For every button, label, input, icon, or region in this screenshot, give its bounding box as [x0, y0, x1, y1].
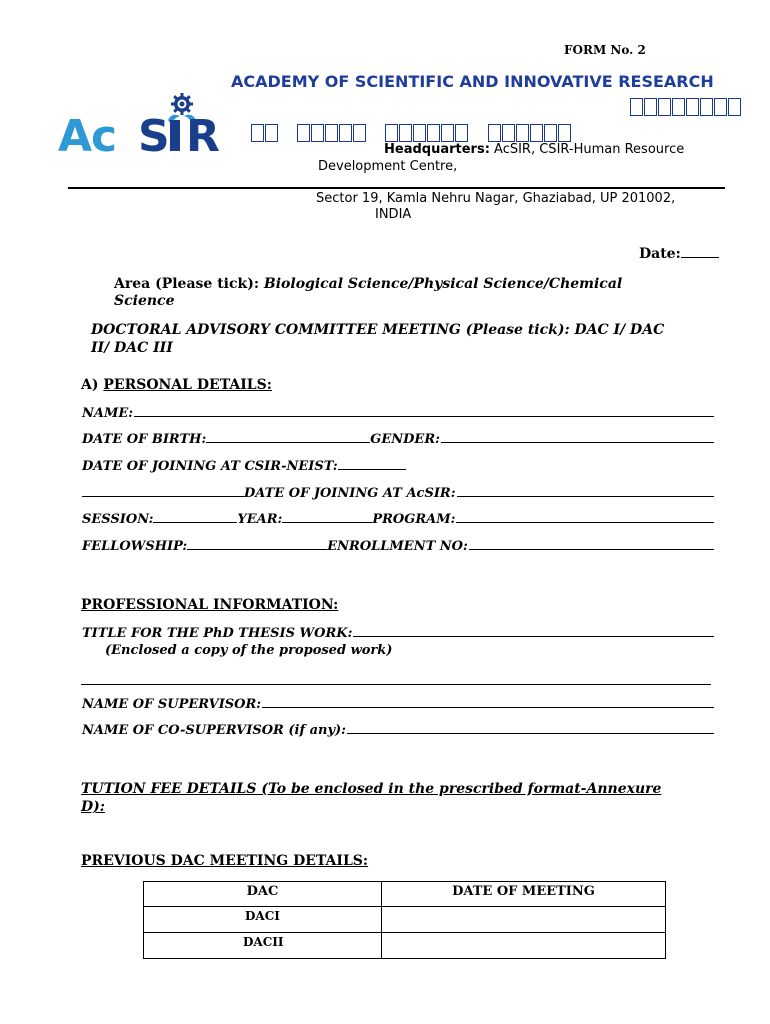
area-options[interactable]: Biological Science/Physical Science/Chemical [263, 276, 623, 292]
tuition-heading-cont: D): [81, 799, 105, 815]
thesis-title-field[interactable]: TITLE FOR THE PhD THESIS WORK: [82, 626, 714, 641]
dac-meeting-select-cont[interactable]: II/ DAC III [91, 340, 173, 356]
header-divider [68, 187, 725, 189]
date-field[interactable] [639, 246, 719, 262]
area-label: Area (Please tick): [114, 276, 264, 292]
address-line-1: Sector 19, Kamla Nehru Nagar, Ghaziabad, UP 201002, [316, 191, 676, 206]
thesis-note: (Enclosed a copy of the proposed work) [105, 643, 393, 658]
previous-dac-heading: PREVIOUS DAC MEETING DETAILS: [81, 853, 369, 869]
dob-gender-row[interactable]: DATE OF BIRTH: GENDER: [82, 432, 714, 447]
svg-text:R: R [186, 111, 220, 154]
area-line [114, 276, 622, 292]
address-line-2: INDIA [375, 207, 412, 222]
hq-line-2: Development Centre, [318, 159, 458, 174]
dac-meeting-select[interactable]: DOCTORAL ADVISORY COMMITTEE MEETING (Please tick): DAC I/ DAC [91, 322, 665, 338]
headquarters-line [384, 142, 684, 157]
academy-title: ACADEMY OF SCIENTIFIC AND INNOVATIVE RESEARCH [231, 72, 714, 91]
svg-text:Ac: Ac [58, 111, 117, 154]
fellowship-row[interactable]: FELLOWSHIP: ENROLLMENT NO: [82, 539, 714, 554]
doj-neist-field[interactable]: DATE OF JOINING AT CSIR-NEIST: [82, 459, 442, 474]
table-row [144, 907, 666, 933]
hq-text: AcSIR, CSIR-Human Resource [489, 142, 685, 157]
supervisor-field[interactable]: NAME OF SUPERVISOR: [82, 697, 714, 712]
column-header-date: DATE OF MEETING [382, 882, 666, 907]
thesis-title-line-2[interactable] [81, 684, 711, 685]
doj-acsir-field[interactable]: DATE OF JOINING AT AcSIR: [82, 486, 714, 501]
name-field[interactable]: NAME: [82, 406, 714, 421]
hq-label: Headquarters: [384, 142, 490, 157]
date-cell[interactable] [382, 907, 666, 933]
dac-cell: DACI [144, 907, 382, 933]
tuition-heading: TUTION FEE DETAILS (To be enclosed in the prescribed format-Annexure [81, 781, 662, 797]
date-label: Date: [639, 246, 681, 262]
form-number: FORM No. 2 [564, 43, 646, 57]
session-row[interactable]: SESSION: YEAR: PROGRAM: [82, 512, 714, 527]
professional-heading: PROFESSIONAL INFORMATION: [81, 597, 339, 613]
hindi-title [251, 122, 572, 142]
svg-text:S: S [138, 111, 169, 154]
acsir-logo [58, 92, 243, 154]
column-header-dac: DAC [144, 882, 382, 907]
table-row [144, 933, 666, 959]
dac-cell: DACII [144, 933, 382, 959]
area-options-cont[interactable]: Science [114, 293, 175, 309]
co-supervisor-field[interactable]: NAME OF CO-SUPERVISOR (if any): [82, 723, 714, 738]
hindi-title-fragment [630, 96, 742, 116]
previous-dac-table [143, 881, 666, 959]
personal-heading: A) PERSONAL DETAILS: [81, 377, 272, 393]
date-cell[interactable] [382, 933, 666, 959]
